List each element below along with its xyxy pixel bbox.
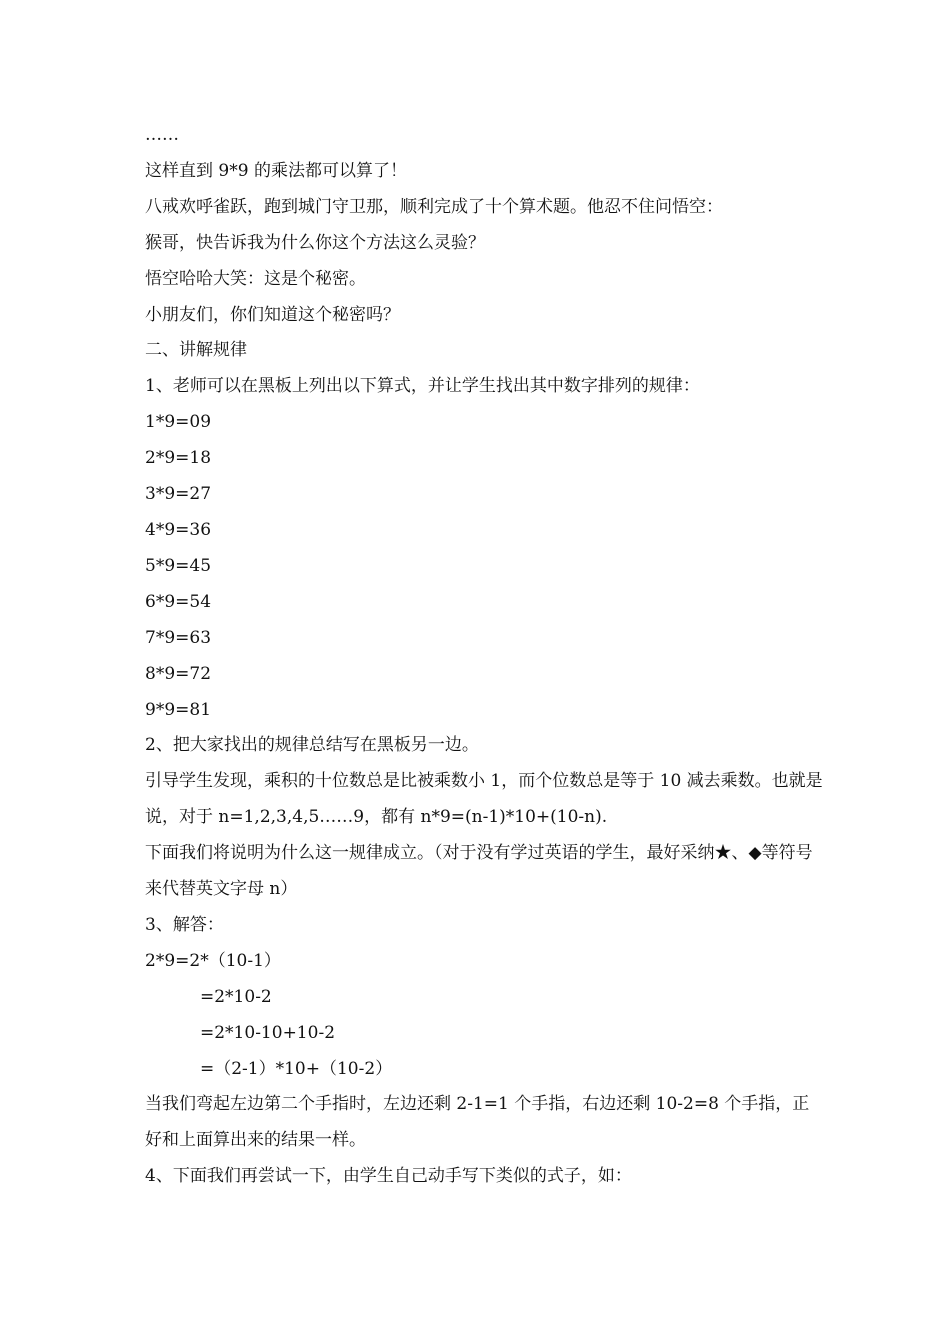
- section-heading: 二、讲解规律: [145, 340, 247, 361]
- equation-line: 1*9=09: [145, 412, 212, 433]
- solution-line: =2*10-10+10-2: [200, 1022, 336, 1043]
- text-line: 小朋友们，你们知道这个秘密吗？: [145, 304, 400, 325]
- equation-line: 3*9=27: [145, 484, 212, 505]
- equation-line: 5*9=45: [145, 555, 212, 576]
- equation-line: 6*9=54: [145, 591, 212, 612]
- solution-line: =（2-1）*10+（10-2）: [200, 1058, 393, 1079]
- paragraph: 引导学生发现，乘积的十位数总是比被乘数小 1，而个位数总是等于 10 减去乘数。也就是说，对于 n=1,2,3,4,5……9，都有 n*9=(n-1)*10+(10-n).: [145, 771, 823, 828]
- solution-line: =2*10-2: [200, 986, 272, 1007]
- solution-line: 2*9=2*（10-1）: [145, 950, 281, 971]
- equation-line: 9*9=81: [145, 699, 212, 720]
- equation-line: 7*9=63: [145, 627, 212, 648]
- text-line: 4、下面我们再尝试一下，由学生自己动手写下类似的式子，如：: [145, 1166, 632, 1187]
- text-line: 2、把大家找出的规律总结写在黑板另一边。: [145, 735, 479, 756]
- equation-line: 2*9=18: [145, 448, 212, 469]
- ellipsis-line: ……: [145, 125, 179, 145]
- text-line: 3、解答：: [145, 914, 224, 935]
- text-line: 1、老师可以在黑板上列出以下算式，并让学生找出其中数字排列的规律：: [145, 376, 700, 397]
- text-line: 这样直到 9*9 的乘法都可以算了！: [145, 160, 407, 181]
- text-line: 悟空哈哈大笑：这是个秘密。: [145, 268, 366, 289]
- text-line: 八戒欢呼雀跃，跑到城门守卫那，顺利完成了十个算术题。他忍不住问悟空：: [145, 196, 723, 217]
- paragraph: 下面我们将说明为什么这一规律成立。（对于没有学过英语的学生，最好采纳★、◆等符号来代替英文字母 n）: [145, 843, 813, 900]
- equation-line: 8*9=72: [145, 663, 212, 684]
- document-body: [145, 118, 825, 1195]
- paragraph: 当我们弯起左边第二个手指时，左边还剩 2-1=1 个手指，右边还剩 10-2=8 个手指，正好和上面算出来的结果一样。: [145, 1094, 810, 1151]
- text-line: 猴哥，快告诉我为什么你这个方法这么灵验？: [145, 232, 485, 253]
- equation-line: 4*9=36: [145, 519, 212, 540]
